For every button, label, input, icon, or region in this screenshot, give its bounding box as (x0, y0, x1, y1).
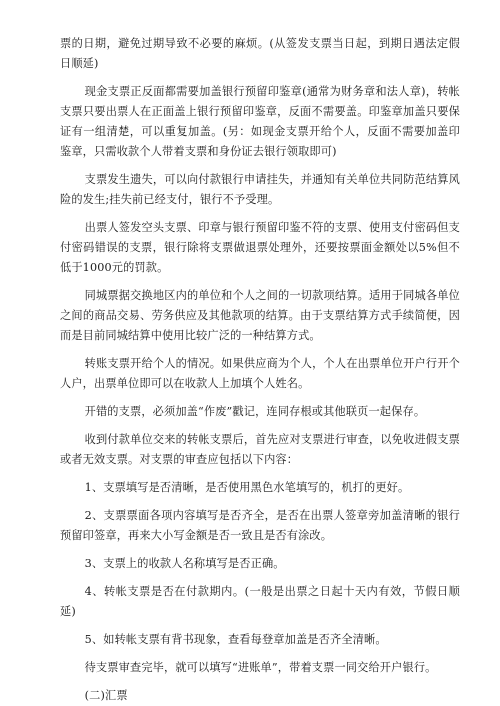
list-item-review-2: 2、支票票面各项内容填写是否齐全，是否在出票人签章旁加盖清晰的银行预留印签章，再来大小写金额是否一致且是否有涂改。 (60, 509, 460, 542)
paragraph-lost-check: 支票发生遗失，可以向付款银行申请挂失，并通知有关单位共同防范结算风险的发生;挂失前已经支付，银行不予受理。 (60, 173, 460, 206)
paragraph-individual-payee: 转账支票开给个人的情况。如果供应商为个人，个人在出票单位开户行开个人户，出票单位即可以在收款人上加填个人姓名。 (60, 357, 460, 390)
list-item-review-4: 4、转帐支票是否在付款期内。(一般是出票之日起十天内有效，节假日顺延) (60, 585, 460, 618)
paragraph-bounced-check-penalty: 出票人签发空头支票、印章与银行预留印鉴不符的支票、使用支付密码但支付密码错误的支票，银行除将支票做退票处理外，还要按票面金额处以5%但不低于1000元的罚款。 (60, 221, 460, 274)
list-item-review-3: 3、支票上的收款人名称填写是否正确。 (84, 557, 285, 570)
paragraph-void-check: 开错的支票，必须加盖“作废”戳记，连同存根或其他联页一起保存。 (84, 405, 426, 418)
paragraph-check-review-intro: 收到付款单位交来的转帐支票后，首先应对支票进行审查，以免收进假支票或者无效支票。对支票的审查应包括以下内容： (60, 433, 460, 466)
list-item-review-1: 1、支票填写是否清晰，是否使用黑色水笔填写的，机打的更好。 (84, 481, 410, 494)
paragraph-check-date-continuation: 票的日期，避免过期导致不必要的麻烦。(从签发支票当日起，到期日遇法定假日顺延) (60, 37, 460, 70)
paragraph-same-city-settlement: 同城票据交换地区内的单位和个人之间的一切款项结算。适用于同城各单位之间的商品交易、劳务供应及其他款项的结算。由于支票结算方式手续简便，因而是目前同城结算中使用比较广泛的一种结算方式。 (60, 289, 460, 342)
list-item-review-5: 5、如转帐支票有背书现象，查看每登章加盖是否齐全清晰。 (84, 633, 387, 646)
paragraph-seal-requirements: 现金支票正反面都需要加盖银行预留印鉴章(通常为财务章和法人章)，转帐支票只要出票人在正面盖上银行预留印鉴章，反面不需要盖。印鉴章加盖只要保证有一组清楚，可以重复加盖。(另：如现金支票开给个人，反面不需要加盖印鉴章，只需收款个人带着支票和身份证去银行领取即可) (60, 85, 460, 158)
paragraph-deposit-slip: 待支票审查完毕，就可以填写“进账单”，带着支票一同交给开户银行。 (84, 661, 437, 674)
section-heading-draft: (二)汇票 (84, 689, 128, 702)
